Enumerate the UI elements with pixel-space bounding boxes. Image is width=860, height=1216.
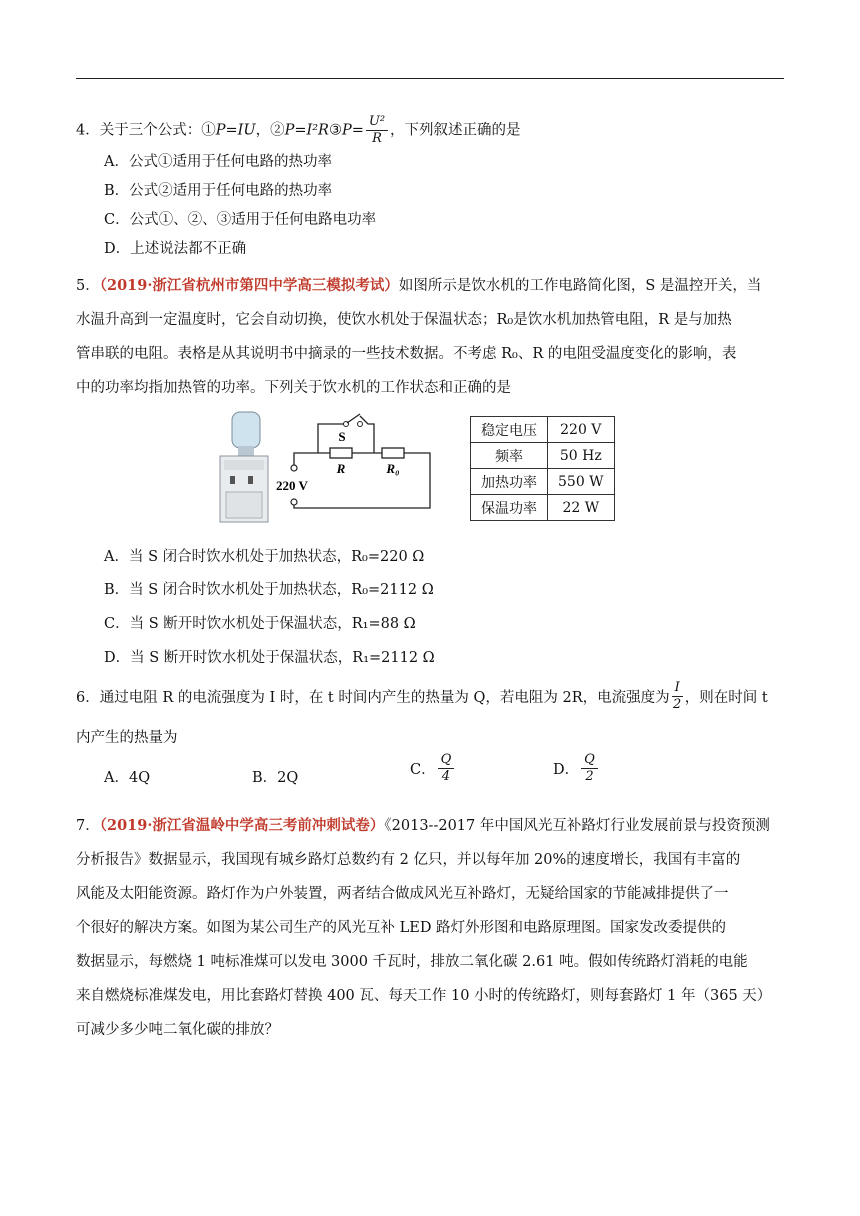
q5-line-2: 水温升高到一定温度时，它会自动切换，使饮水机处于保温状态；R₀是饮水机加热管电阻，R 是与加热 (76, 312, 732, 328)
q4-number: 4． (76, 122, 100, 139)
table-row (471, 443, 615, 469)
q6-option-d[interactable]: D． $\frac{Q}{2}$ (553, 752, 600, 785)
spec-value: 220 V (548, 417, 615, 443)
q7-line-2: 分析报告》数据显示，我国现有城乡路灯总数约有 2 亿只，并以每年加 20%的速度增长，我国有丰富的 (76, 852, 741, 868)
voltage-label: 220 V (276, 478, 308, 493)
table-row (471, 469, 615, 495)
q7-line-4: 个很好的解决方案。如图为某公司生产的风光互补 LED 路灯外形图和电路原理图。国家发改委提供的 (76, 920, 727, 936)
q4-option-c[interactable]: C．公式①、②、③适用于任何电路电功率 (104, 212, 377, 228)
q7-line-1: 7．（2019·浙江省温岭中学高三考前冲刺试卷）《2013--2017 年中国风光互补路灯行业发展前景与投资预测 (76, 817, 770, 834)
q5-source: （2019·浙江省杭州市第四中学高三模拟考试） (99, 277, 399, 294)
spec-value: 22 W (548, 495, 615, 521)
spec-table (470, 416, 615, 521)
q5-option-a[interactable]: A．当 S 闭合时饮水机处于加热状态，R₀=220 Ω (104, 549, 425, 565)
q4-stem: 4．关于三个公式：①P=IU，②P=I²R③P= $\frac{\text{U²}}{R}$ ，下列叙述正确的是 (76, 114, 521, 146)
spec-value: 550 W (548, 469, 615, 495)
terminal-top (291, 465, 297, 471)
q5-number: 5． (76, 278, 100, 294)
resistor-r0 (382, 448, 404, 458)
q6-number: 6． (76, 690, 100, 706)
switch-contact-right (358, 422, 363, 427)
q4-option-d[interactable]: D．上述说法都不正确 (104, 241, 247, 257)
q6-option-c-fraction: $\frac{Q}{4}$ (438, 752, 455, 785)
q7-line-3: 风能及太阳能资源。路灯作为户外装置，两者结合做成风光互补路灯，无疑给国家的节能减排提供了一 (76, 886, 729, 902)
q5-line-1: 5．（2019·浙江省杭州市第四中学高三模拟考试）如图所示是饮水机的工作电路简化图，S 是温控开关，当 (76, 277, 762, 294)
water-dispenser-icon (220, 412, 268, 522)
spec-key: 稳定电压 (471, 417, 548, 443)
resistor-r0-label: R₀ (386, 461, 400, 476)
q6-line-2: 内产生的热量为 (76, 730, 178, 746)
spec-key: 频率 (471, 443, 548, 469)
header-rule (76, 78, 784, 79)
spec-key: 保温功率 (471, 495, 548, 521)
q7-number: 7． (76, 818, 100, 834)
q6-option-a[interactable]: A．4Q (104, 770, 151, 786)
table-row (471, 495, 615, 521)
water-dispenser-circuit-diagram (210, 410, 435, 525)
terminal-bottom (291, 499, 297, 505)
switch-label: S (338, 429, 346, 444)
q6-option-b[interactable]: B．2Q (252, 770, 299, 786)
resistor-r (330, 448, 352, 458)
spec-key: 加热功率 (471, 469, 548, 495)
q6-line-1: 6． 通过电阻 R 的电流强度为 I 时，在 t 时间内产生的热量为 Q，若电阻为 2R，电流强度为 $\frac{I}{2}$ ，则在时间 t (76, 680, 768, 712)
q5-figure (210, 410, 650, 525)
switch-blade (347, 414, 360, 423)
q7-line-7: 可减少多少吨二氧化碳的排放？ (76, 1022, 279, 1038)
q5-option-c[interactable]: C．当 S 断开时饮水机处于保温状态，R₁=88 Ω (104, 616, 416, 632)
q6-current-fraction: $\frac{I}{2}$ (673, 680, 682, 712)
q6-option-d-fraction: $\frac{Q}{2}$ (581, 752, 598, 785)
q5-option-b[interactable]: B．当 S 闭合时饮水机处于加热状态，R₀=2112 Ω (104, 582, 434, 598)
q7-line-5: 数据显示，每燃烧 1 吨标准煤可以发电 3000 千瓦时，排放二氧化碳 2.61 吨。假如传统路灯消耗的电能 (76, 954, 748, 970)
q5-line-3: 管串联的电阻。表格是从其说明书中摘录的一些技术数据。不考虑 R₀、R 的电阻受温度变化的影响，表 (76, 346, 737, 362)
q4-option-b[interactable]: B．公式②适用于任何电路的热功率 (104, 183, 333, 199)
circuit-wires (294, 416, 430, 508)
q6-option-c[interactable]: C． $\frac{Q}{4}$ (410, 752, 456, 785)
q7-source: （2019·浙江省温岭中学高三考前冲刺试卷） (99, 817, 385, 834)
q4-formula3-fraction: $\frac{\text{U²}}{R}$ (366, 114, 388, 147)
table-row (471, 417, 615, 443)
q4-option-a[interactable]: A．公式①适用于任何电路的热功率 (104, 154, 332, 170)
q5-line-4: 中的功率均指加热管的功率。下列关于饮水机的工作状态和正确的是 (76, 380, 511, 396)
spec-value: 50 Hz (548, 443, 615, 469)
q5-option-d[interactable]: D．当 S 断开时饮水机处于保温状态，R₁=2112 Ω (104, 650, 435, 666)
q7-line-6: 来自燃烧标准煤发电，用比套路灯替换 400 瓦、每天工作 10 小时的传统路灯，则每套路灯 1 年（365 天） (76, 988, 772, 1004)
resistor-r-label: R (336, 461, 346, 476)
